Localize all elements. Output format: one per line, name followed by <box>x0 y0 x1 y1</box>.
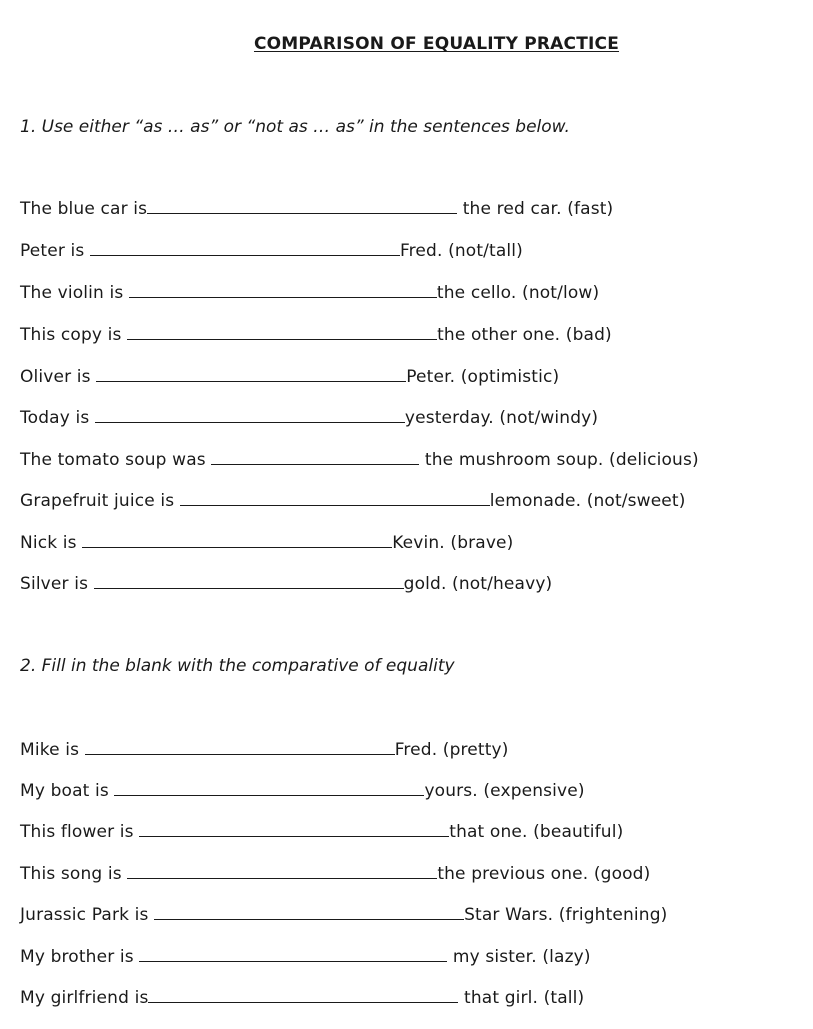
exercise-1-sentence-10 <box>20 574 552 594</box>
exercise-1-sentence-2 <box>20 241 523 261</box>
sentence-start: My girlfriend is <box>20 988 149 1008</box>
sentence-end: the other one. (bad) <box>437 325 612 345</box>
sentence-end: Kevin. (brave) <box>392 533 514 553</box>
exercise-2-sentence-4 <box>20 864 650 884</box>
answer-blank[interactable] <box>127 325 437 340</box>
exercise-1-sentence-9 <box>20 533 513 553</box>
sentence-end: gold. (not/heavy) <box>403 574 553 594</box>
answer-blank[interactable] <box>139 947 447 962</box>
answer-blank[interactable] <box>85 740 395 755</box>
answer-blank[interactable] <box>94 574 404 589</box>
sentence-start: Peter is <box>20 241 90 261</box>
answer-blank[interactable] <box>127 864 437 879</box>
exercise-2-sentence-1 <box>20 740 509 760</box>
answer-blank[interactable] <box>90 241 400 256</box>
sentence-start: Nick is <box>20 533 83 553</box>
sentence-end: Peter. (optimistic) <box>406 367 560 387</box>
sentence-end: yesterday. (not/windy) <box>404 408 599 428</box>
answer-blank[interactable] <box>82 533 392 548</box>
answer-blank[interactable] <box>147 199 457 214</box>
exercise-2-sentence-7 <box>20 988 584 1008</box>
sentence-end: the mushroom soup. (delicious) <box>419 450 699 470</box>
sentence-start: The violin is <box>20 283 129 303</box>
answer-blank[interactable] <box>180 491 490 506</box>
exercise-2-sentence-6 <box>20 947 591 967</box>
sentence-end: Star Wars. (frightening) <box>464 905 668 925</box>
section-1-instruction: 1. Use either “as … as” or “not as … as” in the sentences below. <box>20 117 570 137</box>
sentence-start: The blue car is <box>20 199 148 219</box>
exercise-1-sentence-3 <box>20 283 599 303</box>
exercise-1-sentence-8 <box>20 491 686 511</box>
sentence-start: My boat is <box>20 781 115 801</box>
exercise-1-sentence-5 <box>20 367 559 387</box>
sentence-start: This song is <box>20 864 128 884</box>
answer-blank[interactable] <box>211 450 419 465</box>
sentence-start: Today is <box>20 408 95 428</box>
sentence-start: Grapefruit juice is <box>20 491 180 511</box>
sentence-end: Fred. (pretty) <box>394 740 509 760</box>
sentence-end: the red car. (fast) <box>457 199 614 219</box>
page-title: COMPARISON OF EQUALITY PRACTICE <box>253 34 620 54</box>
sentence-end: my sister. (lazy) <box>447 947 591 967</box>
sentence-start: Silver is <box>20 574 94 594</box>
sentence-end: the previous one. (good) <box>437 864 651 884</box>
answer-blank[interactable] <box>154 905 464 920</box>
sentence-end: that girl. (tall) <box>458 988 585 1008</box>
exercise-2-sentence-2 <box>20 781 585 801</box>
sentence-end: yours. (expensive) <box>424 781 585 801</box>
sentence-end: that one. (beautiful) <box>449 822 624 842</box>
exercise-1-sentence-7 <box>20 450 699 470</box>
sentence-start: Mike is <box>20 740 85 760</box>
exercise-1-sentence-1 <box>20 199 613 219</box>
sentence-start: This copy is <box>20 325 128 345</box>
answer-blank[interactable] <box>114 781 424 796</box>
sentence-start: Jurassic Park is <box>20 905 155 925</box>
sentence-start: Oliver is <box>20 367 97 387</box>
exercise-2-sentence-3 <box>20 822 623 842</box>
sentence-end: the cello. (not/low) <box>436 283 600 303</box>
section-2-instruction: 2. Fill in the blank with the comparative of equality <box>20 656 455 676</box>
answer-blank[interactable] <box>95 408 405 423</box>
sentence-end: lemonade. (not/sweet) <box>489 491 686 511</box>
exercise-1-sentence-6 <box>20 408 598 428</box>
answer-blank[interactable] <box>139 822 449 837</box>
answer-blank[interactable] <box>148 988 458 1003</box>
sentence-start: The tomato soup was <box>20 450 212 470</box>
sentence-start: This flower is <box>20 822 140 842</box>
answer-blank[interactable] <box>129 283 437 298</box>
exercise-2-sentence-5 <box>20 905 667 925</box>
answer-blank[interactable] <box>96 367 406 382</box>
sentence-start: My brother is <box>20 947 140 967</box>
sentence-end: Fred. (not/tall) <box>399 241 523 261</box>
exercise-1-sentence-4 <box>20 325 612 345</box>
